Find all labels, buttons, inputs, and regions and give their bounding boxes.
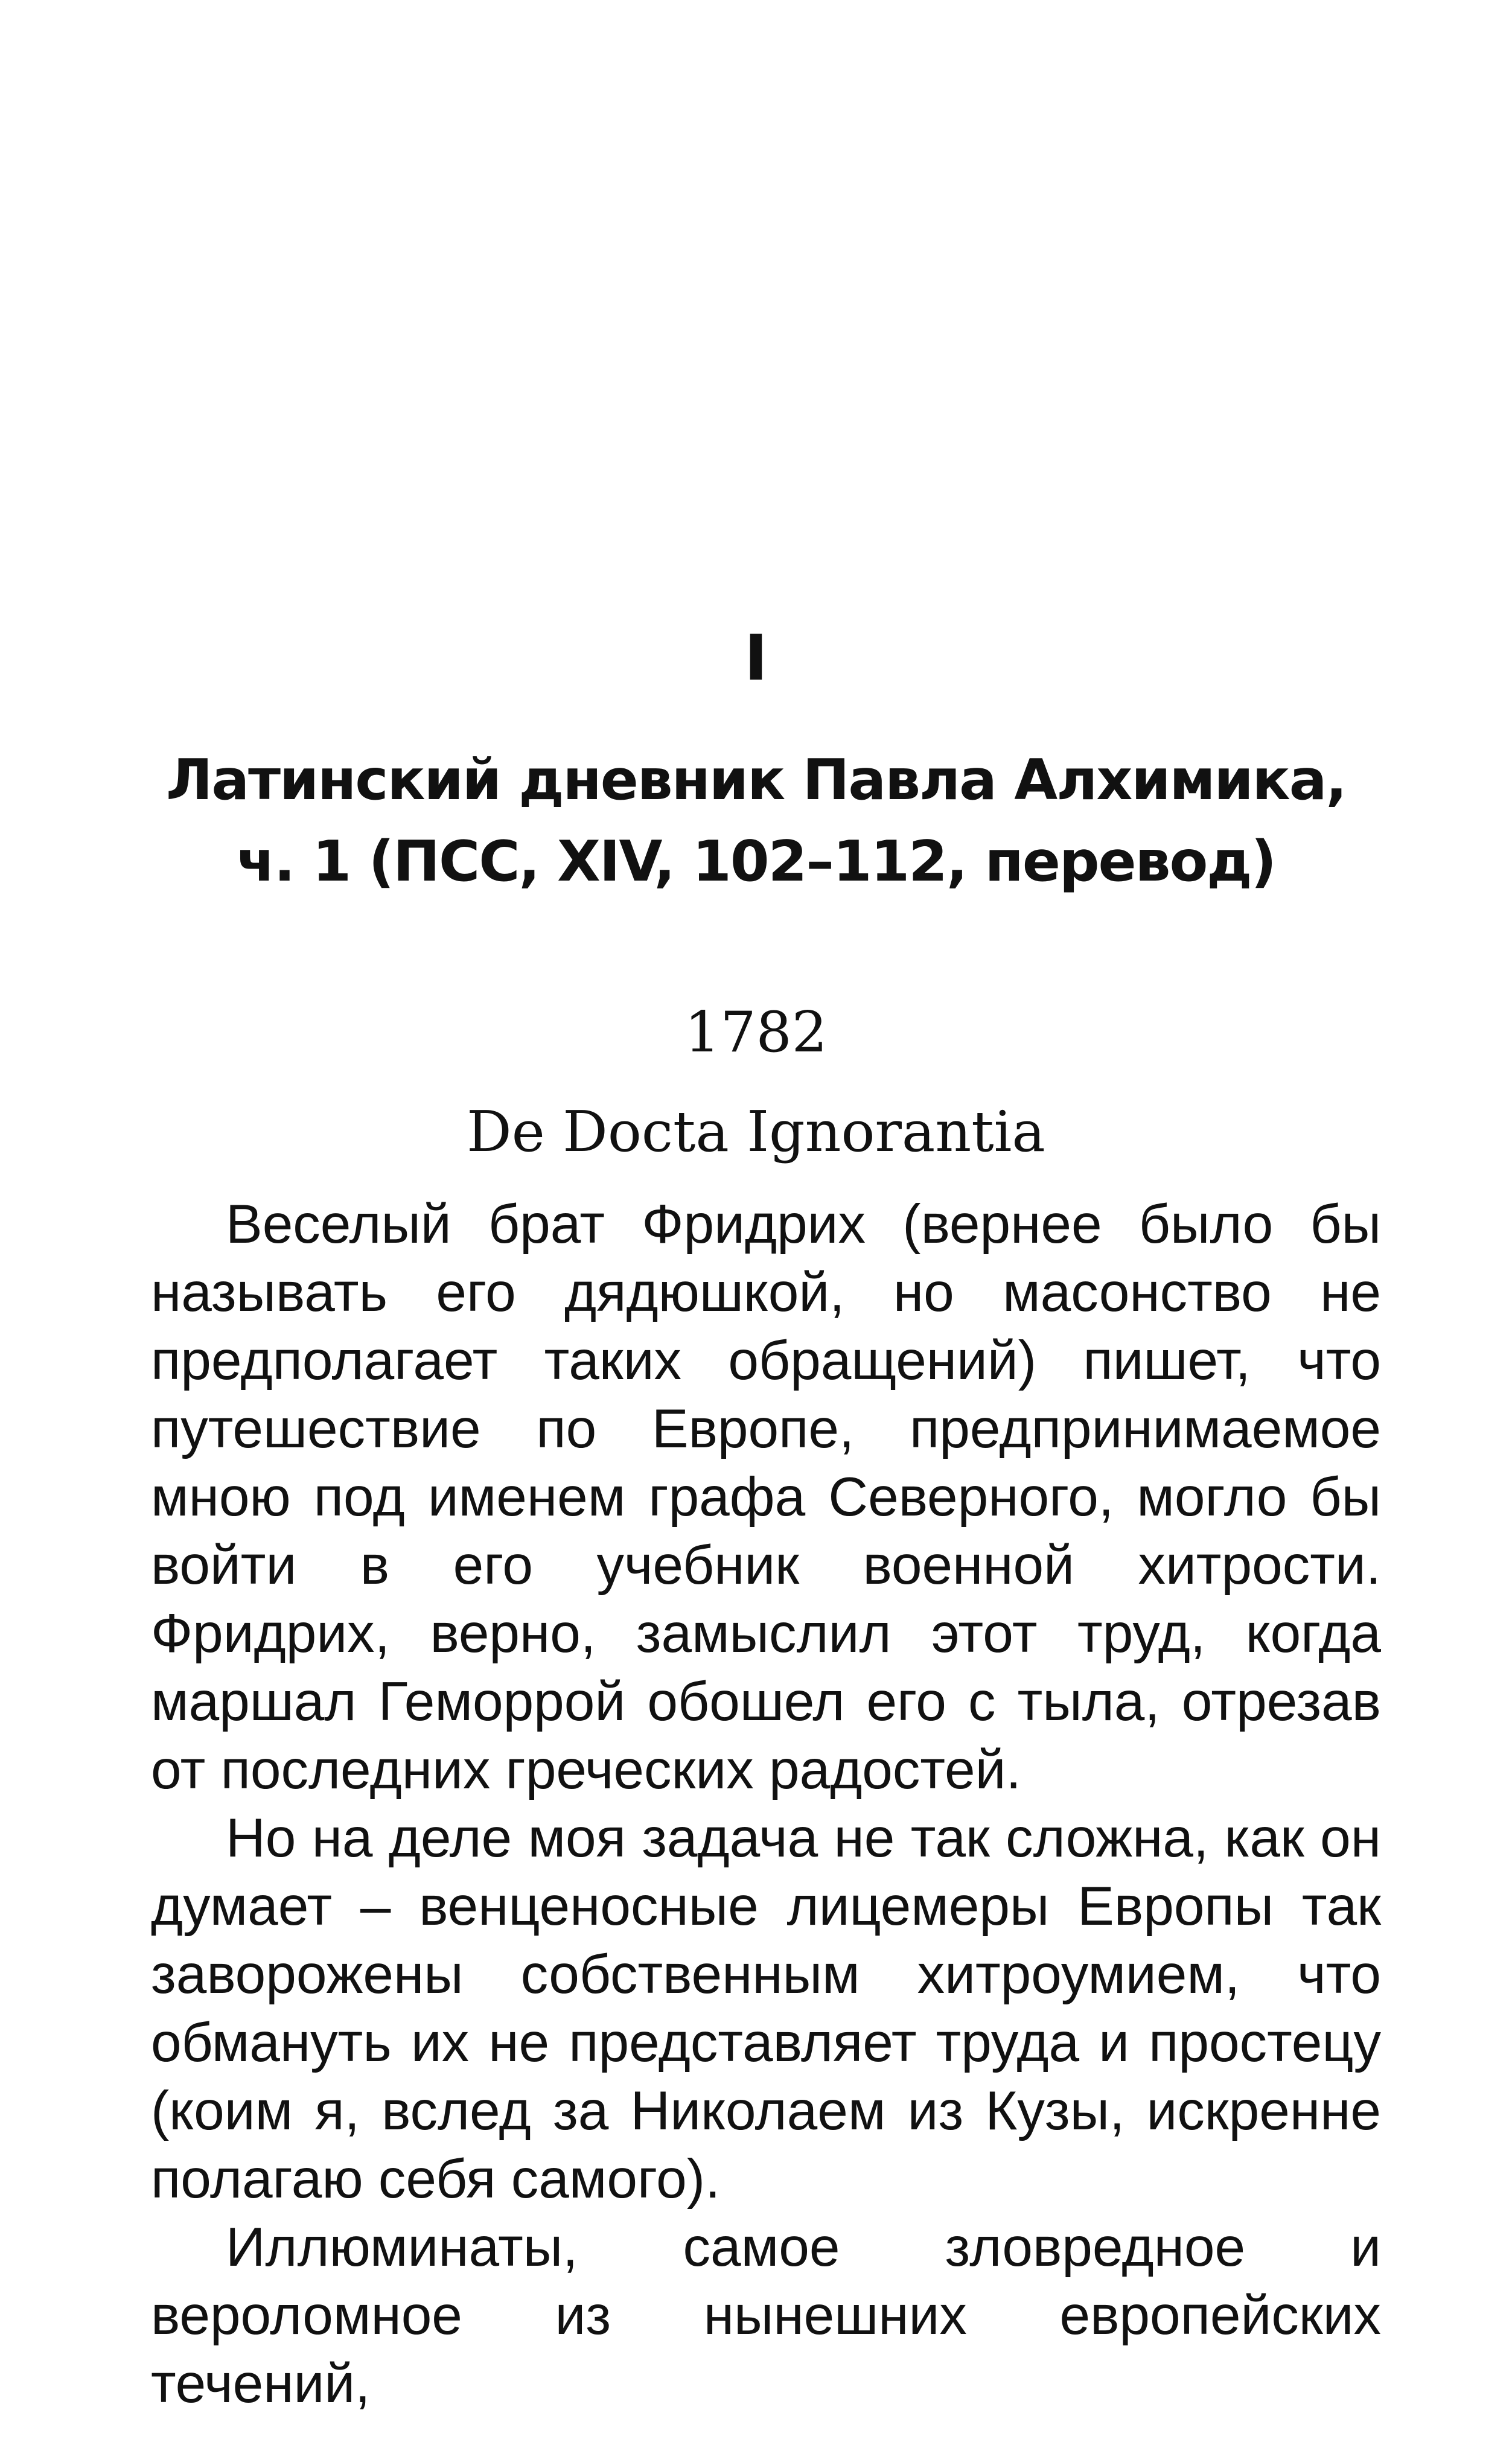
chapter-number: I bbox=[744, 621, 768, 695]
body-text bbox=[151, 1190, 1381, 2418]
chapter-title-line-1: Латинский дневник Павла Алхимика, bbox=[166, 747, 1346, 812]
paragraph-1: Веселый брат Фридрих (вернее было бы называть его дядюшкой, но масонство не предполагает таких обращений) пишет, что путешествие по Европе, предпринимаемое мною под именем графа Северного, могло бы войти в его учебник военной хитрости. Фридрих, верно, замыслил этот труд, когда маршал Геморрой обошел его с тыла, отрезав от последних греческих радостей. bbox=[151, 1194, 1381, 1800]
chapter-title bbox=[157, 739, 1355, 902]
chapter-title-line-2: ч. 1 (ПСС, XIV, 102–112, перевод) bbox=[237, 829, 1275, 894]
entry-year: 1782 bbox=[684, 999, 828, 1065]
paragraph-2: Но на деле моя задача не так сложна, как он думает – венценосные лицемеры Европы так заворожены собственным хитроумием, что обмануть их не представляет труда и простецу (коим я, вслед за Николаем из Кузы, искренне полагаю себя самого). bbox=[151, 1808, 1381, 2210]
entry-subtitle: De Docta Ignorantia bbox=[467, 1099, 1045, 1164]
paragraph-3: Иллюминаты, самое зловредное и вероломное из нынешних европейских течений, bbox=[151, 2217, 1381, 2414]
